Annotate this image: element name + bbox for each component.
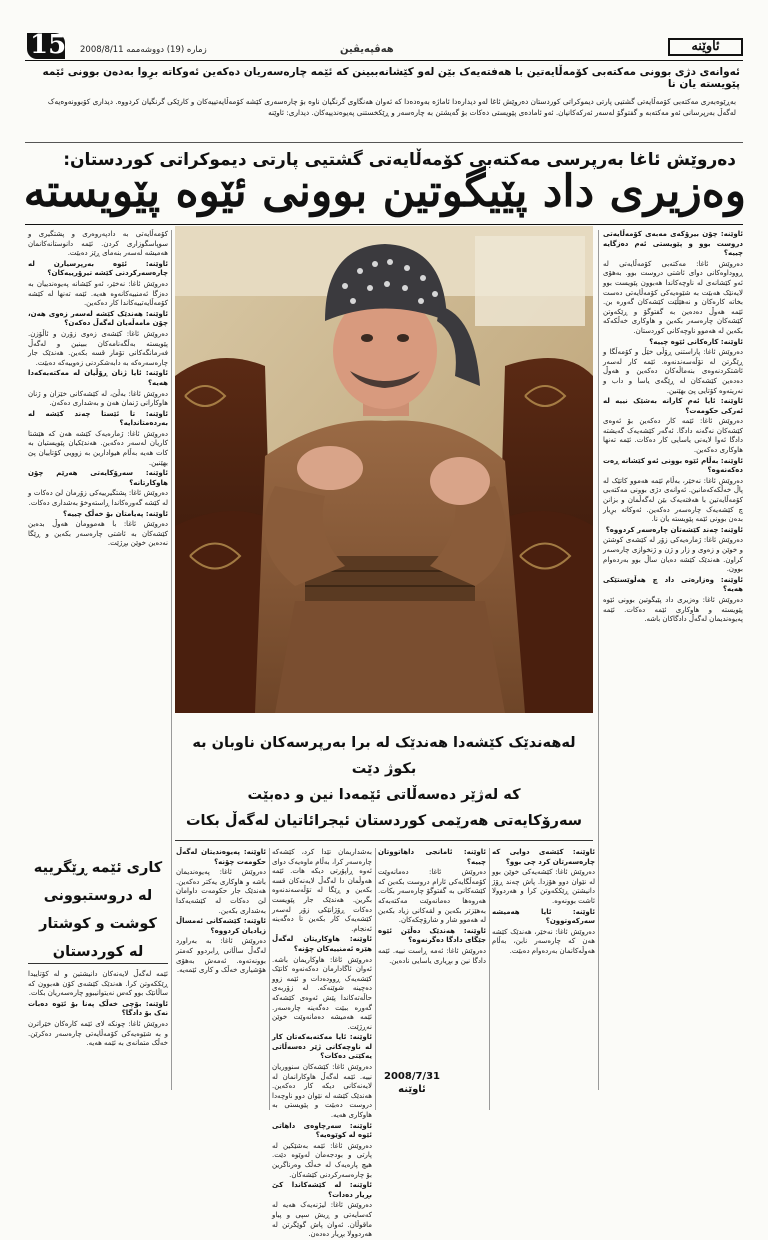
column-divider xyxy=(489,848,490,1110)
newspaper-logo-text: ئاوێنە xyxy=(691,39,720,54)
intro-paragraph: بەڕێوەبەری مەکتەبی کۆمەڵایەتی گشتیی پارتی دیموکراتی کوردستان دەروێش ئاغا لەو دیدارەدا ئاماژە بەوەدەدا کە ئەوان هەنگاوی گرنگیان ناوە بۆ چارەسەری کێشە کۆمەڵایەتییەکان و کارێکی گرنگیان کردووە. دیداری کۆبوونەوەیەک لەگەڵ بەرپرسانی ئەو مەکتەبە و گفتوگۆ لەسەر ئەرکەکانیان. ئەو ئامادەی پێویستی دەکات بۆ گەیشتن بە چارەسەر و ڕێکخستنی پەیوەندییەکان. دیداری: ئاوێنە xyxy=(47,97,736,117)
column-divider xyxy=(598,230,599,1090)
pull-quote xyxy=(28,854,168,966)
question-paragraph xyxy=(378,927,486,946)
interview-question: ئاوێنە: تا ئێستا چەند کێشە لە بەردەمتاندایە؟ xyxy=(28,409,168,428)
article-column-bottom-2 xyxy=(272,848,372,1239)
question-paragraph xyxy=(272,935,372,954)
answer-paragraph: کۆمەڵایەتی بە دادپەروەری و پشتگیری و سوپاسگوزاری کردن. ئێمە دانوستانەکانمان هەمیشە لەسەر بنەمای ڕێز دەبێت. xyxy=(28,230,168,258)
interview-question: ئاوێنە: بەڵام ئێوە بوونی ئەو کێشانە ڕەت دەکەنەوە؟ xyxy=(603,456,743,475)
answer-paragraph: دەروێش ئاغا: بەڵێ، لە کێشەکانی خێزان و ژنان هاوکارانی ژنمان هەن و بەشداری دەکەن. xyxy=(28,389,168,408)
section-title: هەڤپەیڤین xyxy=(340,44,394,55)
article-column-bottom-1 xyxy=(176,848,266,1108)
date-stamp-source: ئاوێنە xyxy=(398,1084,426,1095)
interview-question: ئاوێنە: هەندێک کێشە لەسەر زەوی هەن، چۆن مامەڵەیان لەگەڵ دەکەن؟ xyxy=(28,309,168,328)
answer-paragraph: دەروێش ئاغا: پەیوەندیمان باشە و هاوکاری یەکتر دەکەین. هەندێک جار حکومەت داوامان لێ دەکات لە کێشەیەکدا بەشداری بکەین. xyxy=(176,868,266,915)
date-stamp xyxy=(352,1070,472,1096)
intro-divider xyxy=(25,142,743,143)
article-column-bottom-3 xyxy=(378,848,486,1066)
answer-paragraph: دەروێش ئاغا: نەخێر، ئەو کێشانە پەیوەندییان بە دەزگا ئەمنییەکانەوە هەیە. ئێمە تەنها لە کێشە کۆمەڵایەتییەکاندا کار دەکەین. xyxy=(28,279,168,308)
answer-paragraph: ئێمە لەگەڵ لایەنەکان دانیشتین و لە کۆتاییدا ڕێککەوتن کرا. هەندێک کێشەی کۆن هەبوون کە ساڵانێک بوو کەس نەیتوانیبوو چارەسەریان بکات. xyxy=(28,970,168,998)
photo-caption xyxy=(175,730,593,834)
interview-question: ئاوێنە: چەند کێشەتان چارەسەر کردووە؟ xyxy=(605,525,743,534)
caption-line: کە لەژێر دەسەڵاتی ئێمەدا نین و دەبێت xyxy=(247,787,521,803)
question-paragraph xyxy=(28,310,168,329)
page-number: 15 xyxy=(30,30,67,60)
caption-divider xyxy=(175,840,593,841)
answer-paragraph: دەروێش ئاغا: ئێمە بەشێکین لە پارتی و بودجەمان لەوێوە دێت. هیچ پارەیەک لە خەڵک وەرناگرین بۆ چارەسەرکردنی کێشەکان. xyxy=(272,1141,372,1179)
answer-paragraph: دەروێش ئاغا: لیژنەیەک هەیە لە کەسایەتی و ڕیش سپی و پیاو ماقوڵان. ئەوان پاش گوێگرتن لە هەردوولا بڕیار دەدەن. xyxy=(272,1201,372,1239)
interview-question: ئاوێنە: ئایا هەمیشە سەرکەوتوون؟ xyxy=(492,907,595,926)
article-column-bottom-5 xyxy=(28,970,168,1110)
issue-date: زمارە (19) دووشەممە 2008/8/11 xyxy=(80,45,207,55)
question-paragraph xyxy=(378,848,486,867)
answer-paragraph: دەروێش ئاغا: ئێمە کار دەکەین بۆ ئەوەی کێشەکان نەگەنە دادگا. ئەگەر کێشەیەک گەیشتە دادگا ئەوا لایەنی یاسایی کار دەکات. ئێمە تەنها هاوکاری دەکەین. xyxy=(603,417,743,455)
date-stamp-date: 2008/7/31 xyxy=(383,1071,440,1082)
interview-photo xyxy=(175,226,593,713)
question-paragraph xyxy=(28,369,168,388)
question-paragraph xyxy=(272,1122,372,1141)
answer-paragraph: دەروێش ئاغا: کێشەیەکی خوێن بوو لە نێوان دوو هۆزدا. پاش چەند ڕۆژ دانیشتن ڕێککەوتن کرا و هەردوولا ئاشت بوونەوە. xyxy=(492,868,595,905)
question-paragraph xyxy=(28,469,168,488)
interview-question: ئاوێنە: کێشەی دوایی کە چارەسەرتان کرد چی بوو؟ xyxy=(492,848,595,866)
question-paragraph xyxy=(28,410,168,429)
pull-quote-line: لە دروستبوونی xyxy=(43,888,153,904)
interview-question: ئاوێنە: سەرۆکایەتی هەرێم چۆن هاوکارتانە؟ xyxy=(28,469,168,487)
answer-paragraph: بەشداریمان تێدا کرد، کێشەکە چارەسەر کرا، بەڵام ماوەیەک دوای ئەوە ڕاپۆرتی دیکە هات. ئێمە هەوڵمان دا لەگەڵ لایەنەکان قسە بکەین و ڕێگا لە تۆڵەسەندنەوە بگرین. هەندێک جار پێویست دەکات ڕۆژانێکی زۆر لەسەر کێشەیەک کار بکەین تا دەگەینە ئەنجام. xyxy=(272,848,372,933)
interview-question: ئاوێنە: کارەکانی ئێوە چییە؟ xyxy=(649,337,743,346)
column-divider xyxy=(171,230,172,1090)
interview-question: ئاوێنە: لە کێشەکاندا کێ بڕیار دەدات؟ xyxy=(272,1181,372,1199)
answer-paragraph: دەروێش ئاغا: هاوکاریمان باشە. ئەوان ئاگادارمان دەکەنەوە کاتێک کێشەیەک ڕوودەدات و ئێمە زوو دەچینە شوێنەکە. لە زۆربەی حاڵەتەکاندا پێش ئەوەی کێشەکە گەورە ببێت دەگەینە چارەسەر. ئێمە هەمیشە دەمانەوێت خوێن نەڕژێت. xyxy=(272,955,372,1031)
interview-question: ئاوێنە: کێشەکانی ئەمساڵ زیادیان کردووە؟ xyxy=(176,917,266,935)
interview-question: ئاوێنە: پەیامتان بۆ خەڵک چییە؟ xyxy=(63,509,168,518)
answer-paragraph: دەروێش ئاغا: ژمارەیەکی زۆر لە کێشەی کوشتن و خوێن و زەوی و زار و ژن و ژنخوازی چارەسەر کراون. هەندێک کێشە دەیان ساڵ بوو بەردەوام بوون. xyxy=(603,536,743,574)
header-divider xyxy=(25,60,743,61)
pull-quote-line: لە کوردستان xyxy=(52,944,144,960)
interview-question: ئاوێنە: ئایا ژنان ڕۆڵیان لە مەکتەبەکەدا هەیە؟ xyxy=(28,369,168,387)
question-paragraph xyxy=(28,1000,168,1019)
article-column-left xyxy=(28,230,168,835)
question-paragraph xyxy=(603,230,743,259)
interview-question: ئاوێنە: سەرچاوەی داهاتی ئێوە لە کوێوەیە؟ xyxy=(272,1121,372,1140)
interview-question: ئاوێنە: بۆچی خەڵک پەنا بۆ ئێوە دەبات نەک بۆ دادگا؟ xyxy=(28,999,168,1018)
column-divider xyxy=(269,848,270,1110)
answer-paragraph: دەروێش ئاغا: کێشەکان سنووریان نییە. ئێمە لەگەڵ هاوکارانمان لە لایەنەکانی دیکە کار دەکەین. هەندێک کێشە لە نێوان دوو ناوچەدا دروست دەبێت و پێویستی بە هاوکاری هەیە. xyxy=(272,1063,372,1120)
question-paragraph xyxy=(603,397,743,416)
question-paragraph xyxy=(176,848,266,867)
article-column-bottom-4 xyxy=(492,848,595,1108)
question-paragraph xyxy=(272,1033,372,1062)
interview-question: ئاوێنە: هاوکاریتان لەگەڵ هێزە ئەمنییەکان چۆنە؟ xyxy=(272,935,372,953)
caption-line: سەرۆکایەتی هەرێمی کوردستان ئیجرائاتیان لەگەڵ بکات xyxy=(185,813,583,829)
answer-paragraph: دەروێش ئاغا: بە بەراورد لەگەڵ ساڵانی ڕابردوو کەمتر بوونەتەوە. ئەمەش بەهۆی هۆشیاری خەڵک و کاری ئێمەیە. xyxy=(176,937,266,975)
answer-paragraph: دەروێش ئاغا: با هەموومان هەوڵ بدەین کێشەکان بە ئاشتی چارەسەر بکەین و ڕێگا نەدەین خوێن بڕژێت. xyxy=(28,520,168,548)
interview-question: ئاوێنە: پەیوەندیتان لەگەڵ حکومەت چۆنە؟ xyxy=(176,848,266,866)
article-column-right xyxy=(603,230,743,1090)
interview-question: ئاوێنە: وەزارەتی داد چ هەڵوێستێکی هەیە؟ xyxy=(603,575,743,594)
answer-paragraph: دەروێش ئاغا: ژمارەیەک کێشە هەن کە هێشتا کاریان لەسەر دەکەین. هەندێکیان پێویستیان بە کات هەیە بەڵام هیوادارین بە زوویی کۆتاییان پێ بهێنین. xyxy=(28,429,168,467)
interview-question: ئاوێنە: ئایا ئەم کارانە بەشێک نییە لە ئەرکی حکومەت؟ xyxy=(603,397,743,415)
interview-question: ئاوێنە: چۆن بیرۆکەی مەبەی کۆمەڵایەتی دروست بوو و پێویستی ئەم دەزگایە چییە؟ xyxy=(603,230,743,258)
answer-paragraph: دەروێش ئاغا: پاراستنی ڕۆڵی خێڵ و کۆمەڵگا و ڕێگرتن لە تۆڵەسەندنەوە. ئێمە کار لەسەر ئاشتکردنەوەی بنەماڵەکان دەکەین و هەوڵ دەدەین کێشەکان لە ڕێگەی یاسا و داب و نەریتەوە کۆتایی پێ بهێنین. xyxy=(603,348,743,395)
question-paragraph xyxy=(492,848,595,867)
question-paragraph xyxy=(603,576,743,595)
question-paragraph xyxy=(28,510,168,520)
question-paragraph xyxy=(28,260,168,279)
article-subheadline: دەروێش ئاغا بەرپرسی مەکتەبی کۆمەڵایەتی گشتیی پارتی دیموکراتی کوردستان: xyxy=(63,150,736,170)
interview-question: ئاوێنە: ئامانجی داهاتووتان چییە؟ xyxy=(378,848,486,866)
answer-paragraph: دەروێش ئاغا: نەخێر، بەڵام ئێمە هەموو کاتێک لە پاڵ خەڵکەکەمانین. ئەوانەی دژی بوونی مەکتەبی کۆمەڵایەتین با هەفتەیەک بێن لەگەڵمان و بزانن چ کێشەیەک چارەسەر دەکەین. ئەوکاتە برِیار بدەن بوونی ئێمە پێویستە یان نا. xyxy=(603,476,743,524)
question-paragraph xyxy=(272,1181,372,1200)
answer-paragraph: دەروێش ئاغا: پشتگیرییەکی زۆرمان لێ دەکات و لە کێشە گەورەکاندا ڕاستەوخۆ بەشداری دەکات. xyxy=(28,489,168,508)
answer-paragraph: دەروێش ئاغا: چونکە لای ئێمە کارەکان خێراترن و بە شێوەیەکی کۆمەڵایەتی چارەسەر دەکرێن. خەڵک متمانەی بە ئێمە هەیە. xyxy=(28,1019,168,1048)
interview-question: ئاوێنە: هەندێک دەڵێن ئێوە جێگای دادگا دەگرنەوە؟ xyxy=(378,926,486,945)
page-header xyxy=(0,0,768,60)
interview-question: ئاوێنە: ئایا مەکتەبەکەتان کار لە ناوچەکانی ژێر دەسەڵاتی یەکێتی دەکات؟ xyxy=(272,1033,372,1061)
kicker-quote: ئەوانەی دژی بوونی مەکتەبی کۆمەڵایەتین با هەفتەیەک بێن لەو کێشانەببینن کە ئێمە چارەسەریان دەکەین ئەوکاتە برِوا بەدەن بوونی ئێمە پێویستە یان نا xyxy=(42,66,740,90)
question-paragraph xyxy=(603,338,743,348)
answer-paragraph: دەروێش ئاغا: کێشەی زەوی زۆرن و ئاڵۆزن. پێویستە بەڵگەنامەکان ببینین و لەگەڵ فەرمانگەکانی تۆمار قسە بکەین. هەندێک جار چارەسەرەکە بە دابەشکردنی زەوییەکە دەبێت. xyxy=(28,329,168,367)
question-paragraph xyxy=(492,908,595,927)
man-portrait-image xyxy=(175,226,593,713)
answer-paragraph: دەروێش ئاغا: نەخێر، هەندێک کێشە هەن کە چارەسەر نابن، بەڵام هەوڵەکانمان بەردەوام دەبێت. xyxy=(492,927,595,955)
answer-paragraph: دەروێش ئاغا: دەمانەوێت کۆمەڵگایەکی ئارام دروست بکەین کە کێشەکانی بە گفتوگۆ چارەسەر بکات. هەروەها دەمانەوێت مەکتەبەکە بەهێزتر بکەین و لقەکانی زیاد بکەین لە هەموو شار و شارۆچکەکان. xyxy=(378,868,486,925)
headline-divider xyxy=(25,224,743,225)
pull-quote-divider xyxy=(28,963,168,964)
question-paragraph xyxy=(603,526,743,536)
article-headline: وەزیری داد پێیگوتین بوونی ئێوە پێویستە xyxy=(23,166,746,217)
question-paragraph xyxy=(176,917,266,936)
pull-quote-line: کاری ئێمە ڕێگرییە xyxy=(33,860,163,876)
caption-line: لەهەندێک کێشەدا هەندێک لە برا بەرپرسەکان ناوبان بە بکوژ دێت xyxy=(192,735,576,777)
pull-quote-line: کوشت و کوشتار xyxy=(39,916,157,932)
answer-paragraph: دەروێش ئاغا: ئەمە ڕاست نییە. ئێمە دادگا نین و بڕیاری یاسایی نادەین. xyxy=(378,946,486,965)
question-paragraph xyxy=(603,457,743,476)
answer-paragraph: دەروێش ئاغا: وەزیری داد پێیگوتین بوونی ئێوە پێویستە و هاوکاری ئێمە دەکات. ئێمە پەیوەندیمان لەگەڵ دادگاکان باشە. xyxy=(603,595,743,624)
interview-question: ئاوێنە: ئێوە بەرپرسیارن لە چارەسەرکردنی کێشە تیرۆرییەکان؟ xyxy=(28,259,168,278)
answer-paragraph: دەروێش ئاغا: مەکتەبی کۆمەڵایەتی لە ڕووداوەکانی دوای ئاشتی دروست بوو. بەهۆی ئەو کێشانەی لە ناوچەکاندا هەبوون پێویست بوو لایەنێک هەبێت بە شێوەیەکی کۆمەڵایەتی دەست بخاتە کارەکان و نەهێڵێت کێشەکان گەورە بن. ئێمە هەوڵ دەدەین بە گفتوگۆ و ڕێکەوتن کێشەکان چارەسەر بکەین و هاوکاری خەڵکەکە بکەین لە هەموو ناوچەکانی کوردستان. xyxy=(603,259,743,335)
